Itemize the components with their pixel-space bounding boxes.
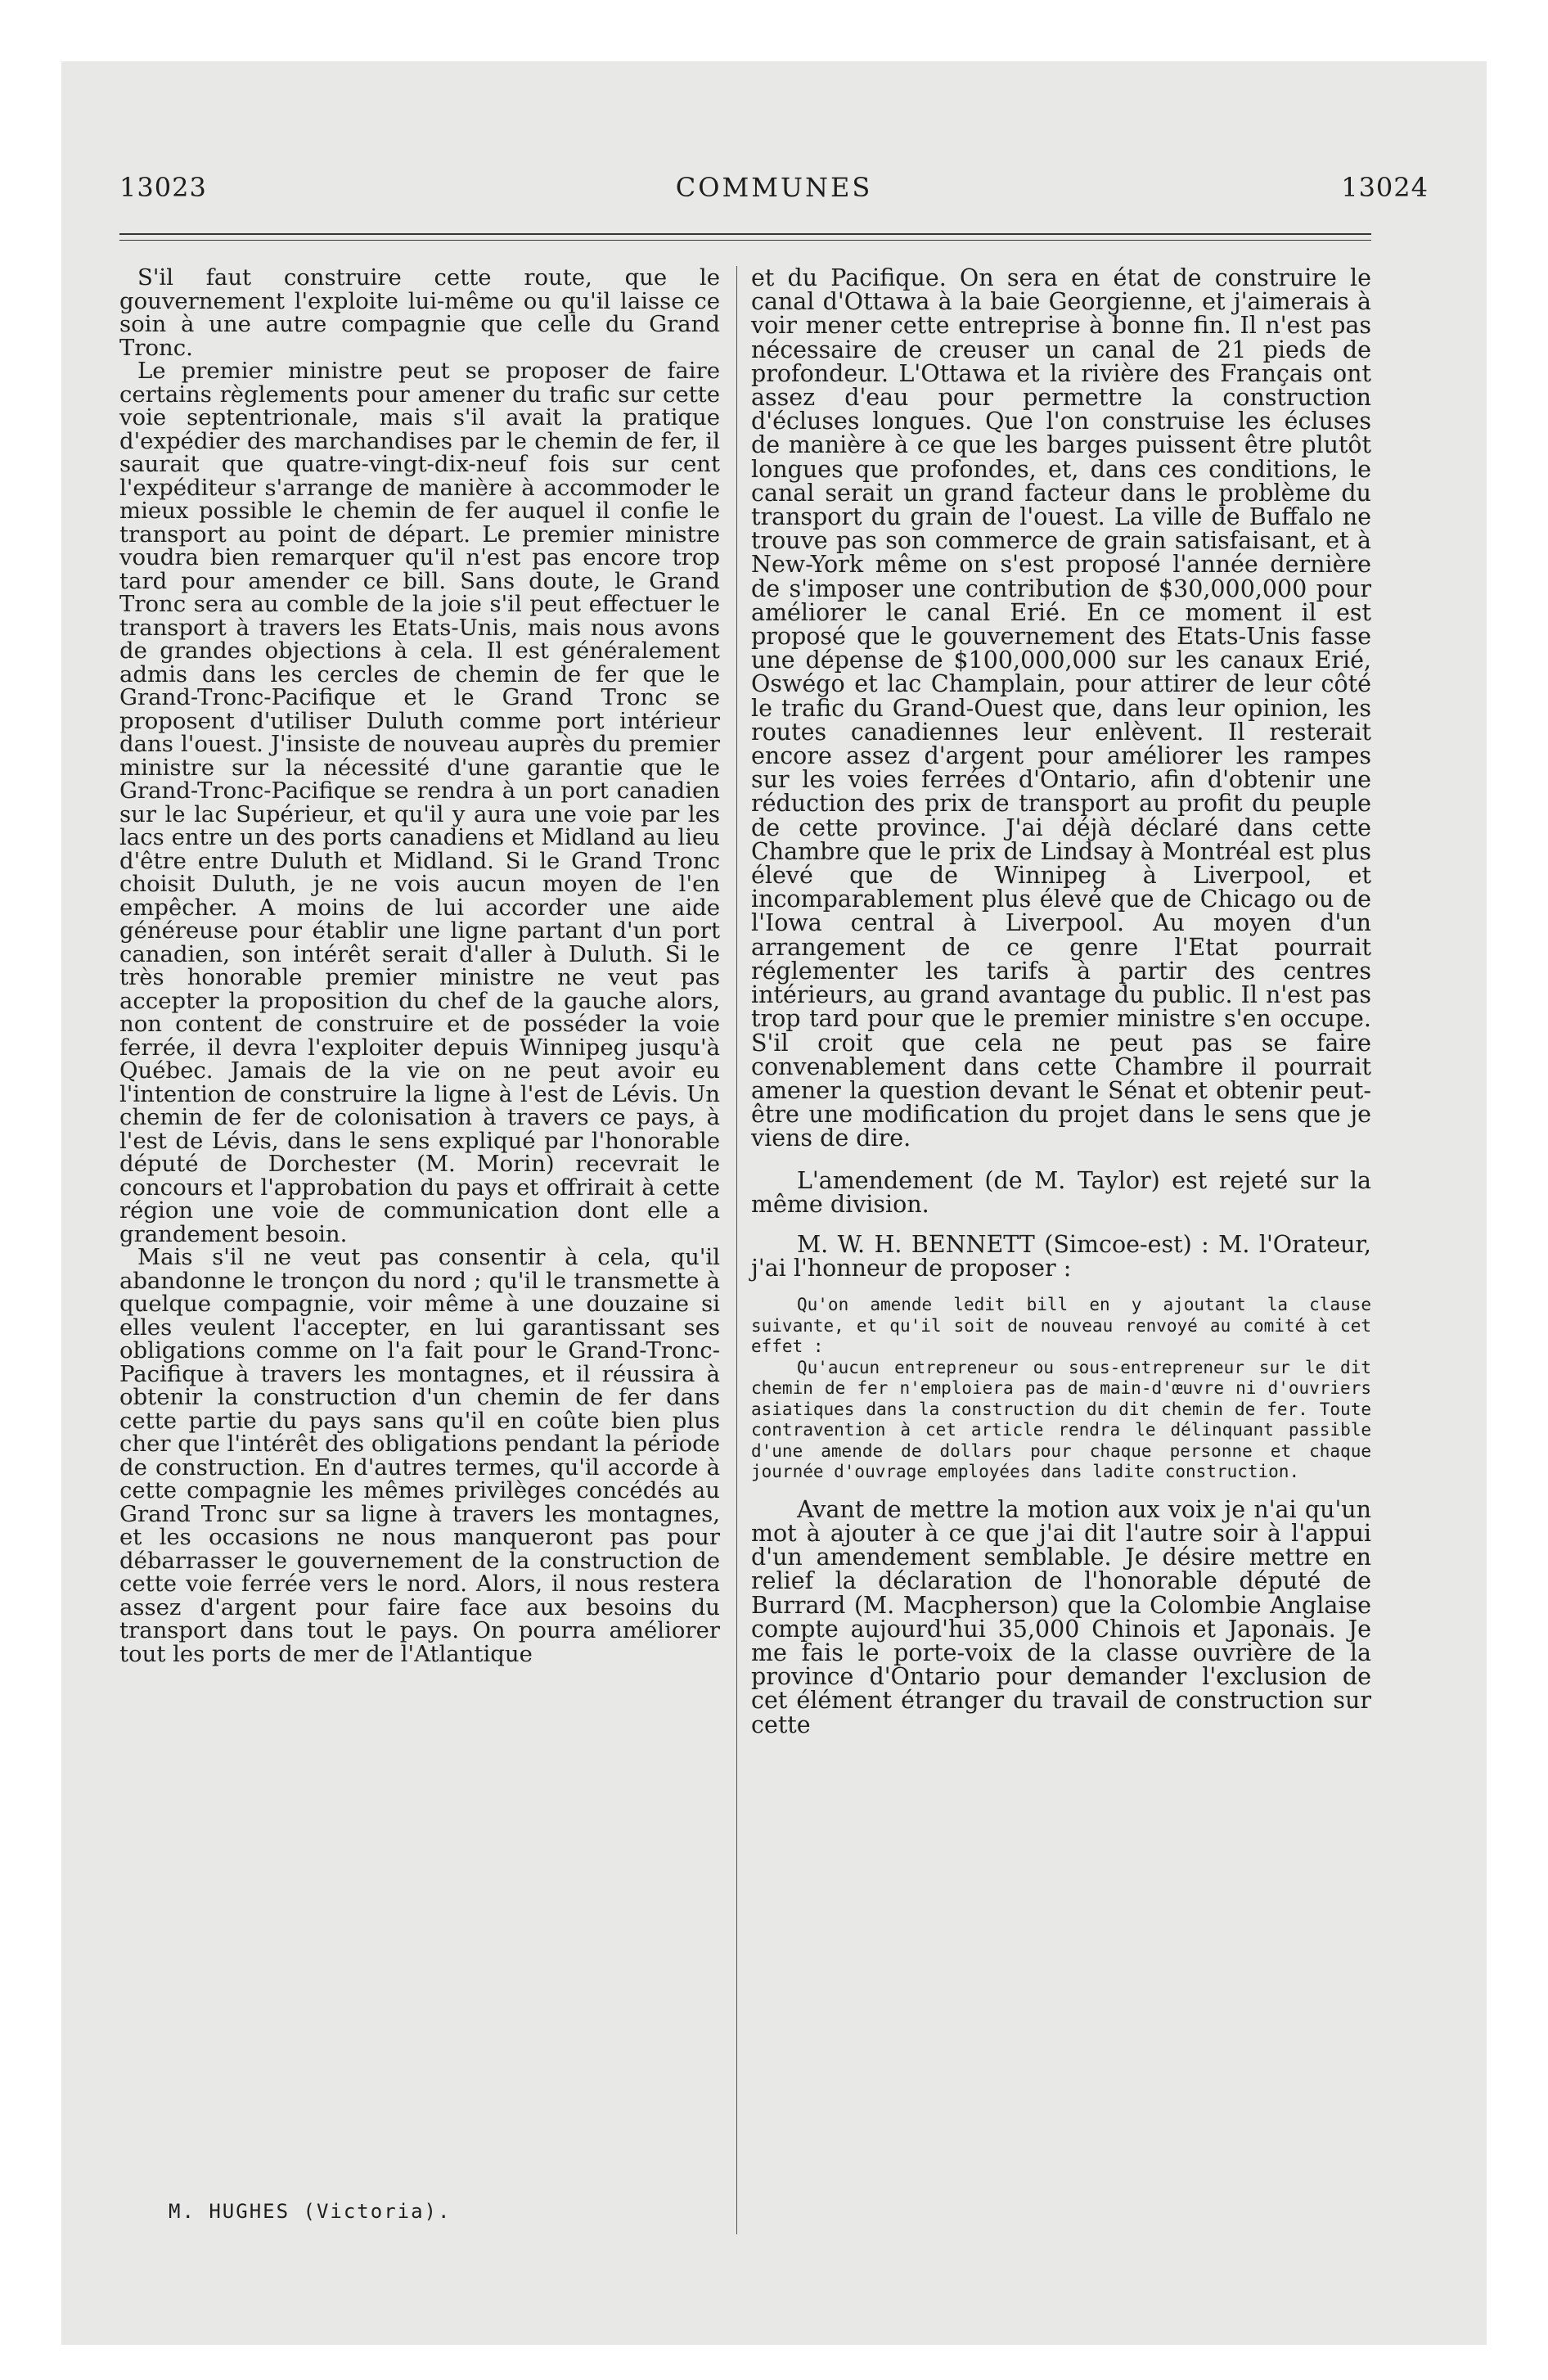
motion-quote: Qu'aucun entrepreneur ou sous-entrepreneur sur le dit chemin de fer n'emploiera pas de main-d'œuvre ni d'ouvriers asiatiques dans la construction du dit chemin de fer. Toute contravention à cet article rendra le délinquant passible d'une amende de dollars pour chaque personne et chaque journée d'ouvrage employées dans ladite construction. bbox=[751, 1357, 1371, 1482]
page-title: COMMUNES bbox=[675, 172, 873, 203]
speaker-heading: M. HUGHES (Victoria). bbox=[169, 2200, 452, 2223]
paragraph: Le premier ministre peut se proposer de faire certains règlements pour amener du trafic sur cette voie septentrionale, mais s'il avait la pratique d'expédier des marchandises par le chemin de fer, il saurait que quatre-vingt-dix-neuf fois sur cent l'expéditeur s'arrange de manière à accommoder le mieux possible le chemin de fer auquel il confie le transport au point de départ. Le premier ministre voudra bien remarquer qu'il n'est pas encore trop tard pour amender ce bill. Sans doute, le Grand Tronc sera au comble de la joie s'il peut effectuer le transport à travers les Etats-Unis, mais nous avons de grandes objections à cela. Il est généralement admis dans les cercles de chemin de fer que le Grand-Tronc-Pacifique et le Grand Tronc se proposent d'utiliser Duluth comme port intérieur dans l'ouest. J'insiste de nouveau auprès du premier ministre sur la nécessité d'une garantie que le Grand-Tronc-Pacifique se rendra à un port canadien sur le lac Supérieur, et qu'il y aura une voie par les lacs entre un des ports canadiens et Midland au lieu d'être entre Duluth et Midland. Si le Grand Tronc choisit Duluth, je ne vois aucun moyen de l'en empêcher. A moins de lui accorder une aide généreuse pour établir une ligne partant d'un port canadien, son intérêt serait d'aller à Duluth. Si le très honorable premier ministre ne veut pas accepter la proposition du chef de la gauche alors, non content de construire et de posséder la voie ferrée, il devra l'exploiter depuis Winnipeg jusqu'à Québec. Jamais de la vie on ne peut avoir eu l'intention de construire la ligne à l'est de Lévis. Un chemin de fer de colonisation à travers ce pays, à l'est de Lévis, dans le sens expliqué par l'honorable député de Dorchester (M. Morin) recevrait le concours et l'approbation du pays et offrirait à cette région une voie de communication dont elle a grandement besoin. bbox=[119, 358, 720, 1247]
header-rule-thick bbox=[119, 233, 1371, 235]
right-column bbox=[751, 266, 1371, 1737]
column-divider bbox=[736, 266, 737, 2234]
motion-quote: Qu'on amende ledit bill en y ajoutant la clause suivante, et qu'il soit de nouveau renvoyé au comité à cet effet : bbox=[751, 1295, 1371, 1357]
header-rule-thin bbox=[119, 240, 1371, 241]
paragraph: Avant de mettre la motion aux voix je n'ai qu'un mot à ajouter à ce que j'ai dit l'autre soir à l'appui d'un amendement semblable. Je désire mettre en relief la déclaration de l'honorable député de Burrard (M. Macpherson) que la Colombie Anglaise compte aujourd'hui 35,000 Chinois et Japonais. Je me fais le porte-voix de la classe ouvrière de la province d'Ontario pour demander l'exclusion de cet élément étranger du travail de construction sur cette bbox=[751, 1495, 1371, 1738]
speaker-paragraph: M. W. H. BENNETT (Simcoe-est) : M. l'Orateur, j'ai l'honneur de proposer : bbox=[751, 1230, 1371, 1282]
paragraph: L'amendement (de M. Taylor) est rejeté sur la même division. bbox=[751, 1166, 1371, 1218]
paragraph: Mais s'il ne veut pas consentir à cela, qu'il abandonne le tronçon du nord ; qu'il le transmette à quelque compagnie, voir même à une douzaine si elles veulent l'accepter, en lui garantissant ses obligations comme on l'a fait pour le Grand-Tronc-Pacifique à travers les montagnes, et il réussira à obtenir la construction d'un chemin de fer dans cette partie du pays sans qu'il en coûte bien plus cher que l'intérêt des obligations pendant la période de construction. En d'autres termes, qu'il accorde à cette compagnie les mêmes privilèges concédés au Grand Tronc sur sa ligne à travers les montagnes, et les occasions ne nous manqueront pas pour débarrasser le gouvernement de la construction de cette voie ferrée vers le nord. Alors, il nous restera assez d'argent pour faire face aux besoins du transport dans tout le pays. On pourra améliorer tout les ports de mer de l'Atlantique bbox=[119, 1244, 720, 1667]
paragraph: S'il faut construire cette route, que le gouvernement l'exploite lui-même ou qu'il laisse ce soin à une autre compagnie que celle du Grand Tronc. bbox=[119, 264, 720, 361]
page-number-left: 13023 bbox=[119, 172, 207, 203]
page-number-right: 13024 bbox=[1341, 172, 1429, 203]
left-column bbox=[119, 266, 720, 1666]
paragraph: et du Pacifique. On sera en état de construire le canal d'Ottawa à la baie Georgienne, et j'aimerais à voir mener cette entreprise à bonne fin. Il n'est pas nécessaire de creuser un canal de 21 pieds de profondeur. L'Ottawa et la rivière des Français ont assez d'eau pour permettre la construction d'écluses longues. Que l'on construise les écluses de manière à ce que les barges puissent être plutôt longues que profondes, et, dans ces conditions, le canal serait un grand facteur dans le problème du transport du grain de l'ouest. La ville de Buffalo ne trouve pas son commerce de grain satisfaisant, et à New-York même on s'est proposé l'année dernière de s'imposer une contribution de $30,000,000 pour améliorer le canal Erié. En ce moment il est proposé que le gouvernement des Etats-Unis fasse une dépense de $100,000,000 sur les canaux Erié, Oswégo et lac Champlain, pour attirer de leur côté le trafic du Grand-Ouest que, dans leur opinion, les routes canadiennes leur enlèvent. Il resterait encore assez d'argent pour améliorer les rampes sur les voies ferrées d'Ontario, afin d'obtenir une réduction des prix de transport au profit du peuple de cette province. J'ai déjà déclaré dans cette Chambre que le prix de Lindsay à Montréal est plus élevé que de Winnipeg à Liverpool, et incomparablement plus élevé que de Chicago ou de l'Iowa central à Liverpool. Au moyen d'un arrangement de ce genre l'Etat pourrait réglementer les tarifs à partir des centres intérieurs, au grand avantage du public. Il n'est pas trop tard pour que le premier ministre s'en occupe. S'il croit que cela ne peut pas se faire convenablement dans cette Chambre il pourrait amener la question devant le Sénat et obtenir peut-être une modification du projet dans le sens que je viens de dire. bbox=[751, 264, 1371, 1152]
page-header bbox=[119, 172, 1429, 213]
